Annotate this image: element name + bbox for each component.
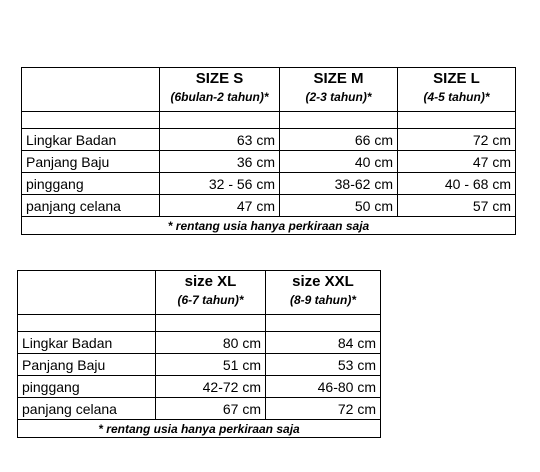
measurement-value: 47 cm: [160, 195, 280, 217]
header-row: [18, 271, 381, 315]
table-row: [18, 332, 381, 354]
spacer-cell: [398, 112, 516, 129]
measurement-value: 38-62 cm: [280, 173, 398, 195]
measurement-value: 46-80 cm: [266, 376, 381, 398]
header-size-m: [280, 68, 398, 112]
measurement-value: 42-72 cm: [156, 376, 266, 398]
header-row: [22, 68, 516, 112]
note-row: [18, 420, 381, 438]
measurement-value: 32 - 56 cm: [160, 173, 280, 195]
size-chart-table-2: [17, 270, 381, 438]
measurement-value: 57 cm: [398, 195, 516, 217]
header-size-xxl: [266, 271, 381, 315]
age-range-label: (8-9 tahun)*: [290, 293, 356, 307]
spacer-cell: [22, 112, 160, 129]
header-size-xl: [156, 271, 266, 315]
measurement-value: 72 cm: [266, 398, 381, 420]
spacer-cell: [280, 112, 398, 129]
table-row: [18, 376, 381, 398]
header-size-l: [398, 68, 516, 112]
measurement-value: 53 cm: [266, 354, 381, 376]
table-row: [22, 151, 516, 173]
spacer-cell: [18, 315, 156, 332]
age-range-label: (4-5 tahun)*: [423, 90, 490, 104]
measurement-value: 36 cm: [160, 151, 280, 173]
measurement-value: 51 cm: [156, 354, 266, 376]
measurement-value: 47 cm: [398, 151, 516, 173]
measurement-value: 72 cm: [398, 129, 516, 151]
measurement-value: 40 cm: [280, 151, 398, 173]
table-row: [18, 398, 381, 420]
size-label: SIZE M: [313, 70, 364, 87]
header-size-s: [160, 68, 280, 112]
measurement-label: Lingkar Badan: [22, 129, 160, 151]
size-label: size XXL: [292, 273, 354, 290]
spacer-cell: [266, 315, 381, 332]
age-range-label: (6bulan-2 tahun)*: [170, 90, 269, 104]
age-range-label: (2-3 tahun)*: [305, 90, 372, 104]
table-row: [22, 173, 516, 195]
age-range-note: * rentang usia hanya perkiraan saja: [18, 420, 381, 438]
size-label: size XL: [184, 273, 237, 290]
table-row: [22, 195, 516, 217]
table-row: [22, 129, 516, 151]
measurement-label: panjang celana: [22, 195, 160, 217]
table-row: [18, 354, 381, 376]
measurement-value: 50 cm: [280, 195, 398, 217]
measurement-label: Panjang Baju: [22, 151, 160, 173]
measurement-value: 66 cm: [280, 129, 398, 151]
measurement-value: 63 cm: [160, 129, 280, 151]
measurement-label: Lingkar Badan: [18, 332, 156, 354]
measurement-label: pinggang: [22, 173, 160, 195]
measurement-value: 84 cm: [266, 332, 381, 354]
header-empty-cell: [18, 271, 156, 315]
spacer-cell: [156, 315, 266, 332]
size-chart-table-1: [21, 67, 516, 235]
spacer-row: [22, 112, 516, 129]
spacer-cell: [160, 112, 280, 129]
age-range-label: (6-7 tahun)*: [177, 293, 244, 307]
note-row: [22, 217, 516, 235]
age-range-note: * rentang usia hanya perkiraan saja: [22, 217, 516, 235]
size-label: SIZE L: [433, 70, 480, 87]
measurement-value: 40 - 68 cm: [398, 173, 516, 195]
measurement-label: Panjang Baju: [18, 354, 156, 376]
measurement-label: pinggang: [18, 376, 156, 398]
measurement-value: 67 cm: [156, 398, 266, 420]
header-empty-cell: [22, 68, 160, 112]
size-label: SIZE S: [195, 70, 244, 87]
spacer-row: [18, 315, 381, 332]
measurement-value: 80 cm: [156, 332, 266, 354]
measurement-label: panjang celana: [18, 398, 156, 420]
